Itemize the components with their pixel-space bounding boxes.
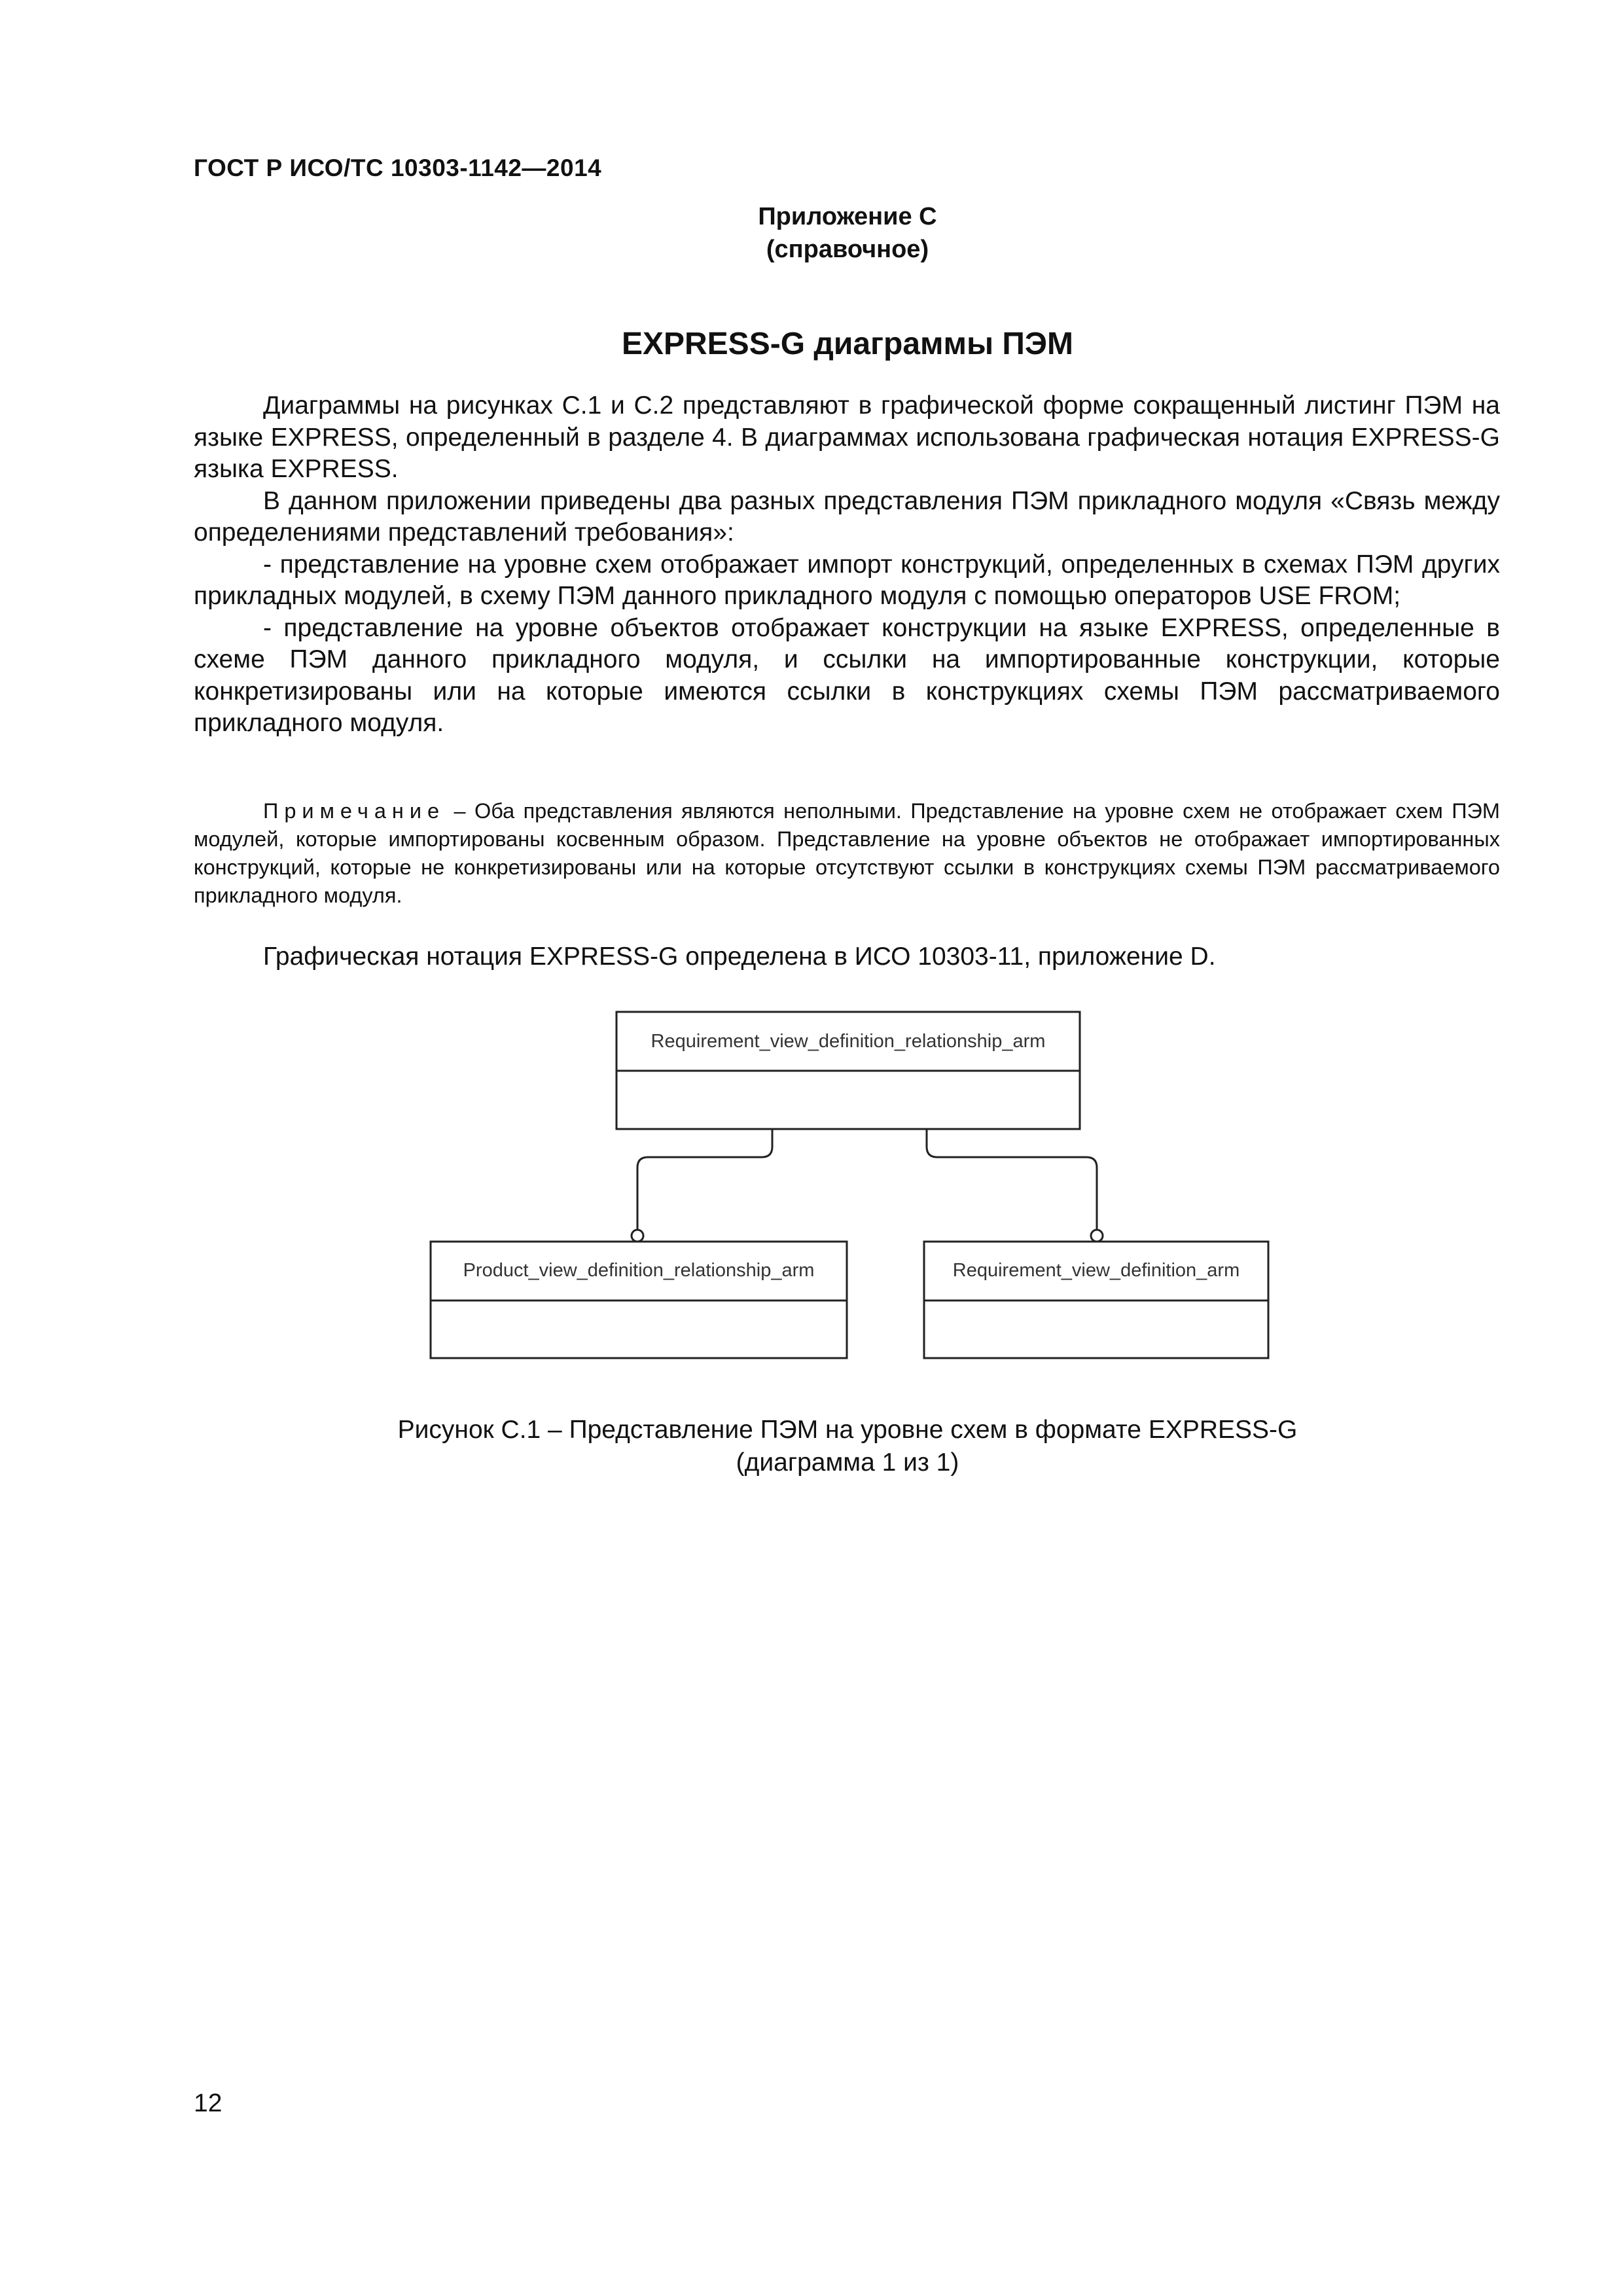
- page-number: 12: [194, 2089, 223, 2117]
- note-label: Примечание: [263, 799, 446, 823]
- paragraph: Диаграммы на рисунках С.1 и С.2 представляют в графической форме сокращенный листинг ПЭМ на языке EXPRESS, определенный в разделе 4. В диаграммах использована графическая нотация EXPRESS-G языка EXPRESS.: [194, 391, 1500, 483]
- paragraph: - представление на уровне объектов отображает конструкции на языке EXPRESS, определенные в схеме ПЭМ данного прикладного модуля, и ссылки на импортированные конструкции, которые конкретизированы или на которые имеются ссылки в конструкциях схемы ПЭМ рассматриваемого прикладного модуля.: [194, 613, 1500, 737]
- paragraph: В данном приложении приведены два разных представления ПЭМ прикладного модуля «Связь между определениями представлений требования»:: [194, 486, 1500, 547]
- figure-caption-subtitle: (диаграмма 1 из 1): [736, 1448, 959, 1477]
- figure-caption: Рисунок С.1 – Представление ПЭМ на уровне схем в формате EXPRESS-G: [397, 1416, 1298, 1444]
- top-entity-box: [616, 1012, 1080, 1129]
- note-text: – Оба представления являются неполными. Представление на уровне схем не отображает схем ПЭМ модулей, которые импортированы косвенным образом. Представление на уровне объектов не отображает импортированных конструкций, которые не конкретизированы или на которые отсутствуют ссылки в конструкциях схемы ПЭМ рассматриваемого прикладного модуля.: [194, 799, 1500, 907]
- left-entity-box: [431, 1242, 847, 1358]
- notation-line: Графическая нотация EXPRESS-G определена в ИСО 10303-11, приложение D.: [263, 942, 1216, 971]
- annex-kind: (справочное): [766, 236, 929, 263]
- right-entity-label: Requirement_view_definition_arm: [952, 1260, 1240, 1281]
- top-entity-label: Requirement_view_definition_relationship_arm: [651, 1031, 1046, 1052]
- left-connector-circle: [632, 1230, 643, 1242]
- connector-to-right-entity: [927, 1129, 1097, 1236]
- right-entity-box: [924, 1242, 1268, 1358]
- right-connector-circle: [1091, 1230, 1103, 1242]
- paragraph: - представление на уровне схем отображает импорт конструкций, определенных в схемах ПЭМ других прикладных модулей, в схему ПЭМ данного прикладного модуля с помощью операторов USE FROM;: [194, 550, 1500, 610]
- left-entity-label: Product_view_definition_relationship_arm: [463, 1260, 815, 1281]
- connector-lines: [637, 1129, 1097, 1236]
- annex-name: Приложение С: [758, 203, 937, 230]
- section-title: EXPRESS-G диаграммы ПЭМ: [621, 327, 1074, 361]
- standard-header: ГОСТ Р ИСО/ТС 10303-1142—2014: [194, 154, 602, 181]
- connector-to-left-entity: [637, 1129, 772, 1236]
